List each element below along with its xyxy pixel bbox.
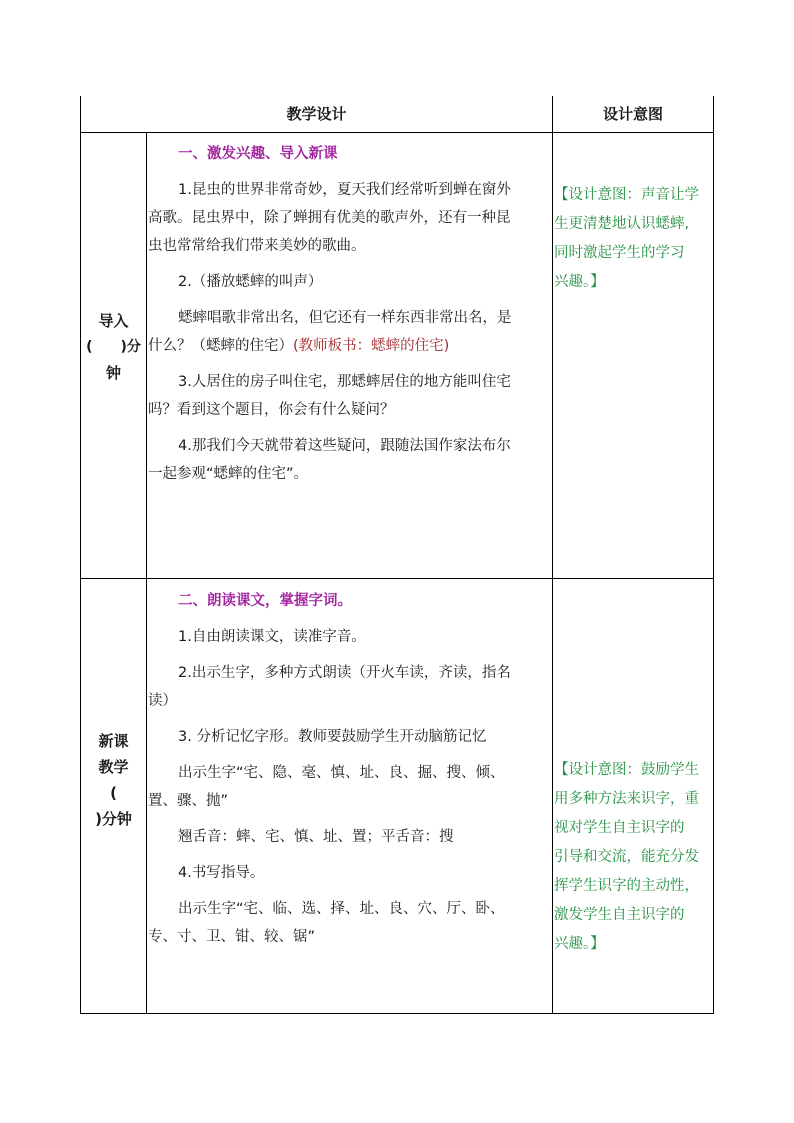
table-border-bottom (80, 1013, 714, 1014)
intent-column-divider (552, 96, 553, 1014)
section2-p7-line2: 专、寸、卫、钳、较、锯” (148, 929, 316, 945)
section2-heading: 二、朗读课文，掌握字词。 (178, 593, 352, 609)
section1-p5-line2: 一起参观“蟋蟀的住宅”。 (148, 466, 309, 482)
section1-intent (554, 181, 714, 297)
section2-intent-line1: 【设计意图：鼓励学生 (554, 762, 699, 778)
header-design: 教学设计 (286, 105, 347, 123)
section1-intent-line4: 兴趣。】 (554, 274, 605, 290)
section2-intent-line2: 用多种方法来识字，重 (554, 791, 699, 807)
section2-intent (554, 756, 714, 959)
section1-label-line2: ( )分 (86, 339, 141, 355)
section1-intent-line2: 生更清楚地认识蟋蟀, (554, 216, 690, 232)
section2-p1: 1.自由朗读课文，读准字音。 (178, 629, 366, 645)
section1-p5-line1: 4.那我们今天就带着这些疑问，跟随法国作家法布尔 (178, 438, 511, 454)
section2-intent-line4: 引导和交流，能充分发 (554, 849, 699, 865)
section1-heading: 一、激发兴趣、导入新课 (178, 146, 338, 162)
section2-content (148, 587, 552, 951)
header-divider (80, 132, 714, 133)
section2-p6: 4.书写指导。 (178, 865, 265, 881)
section2-p3: 3. 分析记忆字形。教师要鼓励学生开动脑筋记忆 (178, 729, 487, 745)
section2-label-line2: 教学 (98, 758, 129, 776)
section2-label-line4: )分钟 (95, 810, 132, 828)
section1-intent-line1: 【设计意图：声音让学 (554, 187, 699, 203)
section1-p3-text: 什么？（蟋蟀的住宅） (148, 338, 293, 354)
section1-content (148, 140, 552, 488)
section1-p1-line1: 1.昆虫的世界非常奇妙，夏天我们经常听到蝉在窗外 (178, 182, 511, 198)
section1-label-line3: 钟 (105, 364, 121, 382)
table-border-left (80, 96, 81, 1014)
section2-p7-line1: 出示生字“宅、临、选、择、址、良、穴、厅、卧、 (178, 901, 505, 917)
section1-p4-line1: 3.人居住的房子叫住宅，那蟋蟀居住的地方能叫住宅 (178, 374, 511, 390)
label-column-divider (146, 132, 147, 1014)
table-border-top (80, 96, 714, 97)
section2-label (81, 728, 146, 832)
section1-intent-line3: 同时激起学生的学习 (554, 245, 685, 261)
section2-label-line1: 新课 (98, 732, 129, 750)
section2-p5: 翘舌音：蟀、宅、慎、址、置；平舌音：搜 (178, 829, 454, 845)
section2-intent-line5: 挥学生识字的主动性， (554, 878, 699, 894)
section2-intent-line7: 兴趣。】 (554, 936, 605, 952)
section1-p3-line1: 蟋蟀唱歌非常出名，但它还有一样东西非常出名，是 (178, 310, 512, 326)
section1-label (81, 308, 146, 386)
section1-p1-line2: 高歌。昆虫界中，除了蝉拥有优美的歌声外，还有一种昆 (148, 210, 511, 226)
section1-p2: 2.（播放蟋蟀的叫声） (178, 274, 323, 290)
section2-p2-line2: 读） (148, 693, 177, 709)
section1-board-note: (教师板书：蟋蟀的住宅) (293, 338, 450, 354)
section1-label-line1: 导入 (98, 312, 129, 330)
section1-p3-line2 (148, 332, 552, 360)
section1-p1-line3: 虫也常常给我们带来美妙的歌曲。 (148, 238, 366, 254)
section2-intent-line3: 视对学生自主识字的 (554, 820, 685, 836)
lesson-plan-table (80, 96, 714, 1014)
section2-p2-line1: 2.出示生字，多种方式朗读（开火车读，齐读，指名 (178, 665, 511, 681)
section2-p4-line1: 出示生字“宅、隐、毫、慎、址、良、掘、搜、倾、 (178, 765, 505, 781)
header-intent: 设计意图 (602, 105, 663, 123)
section1-p4-line2: 吗？看到这个题目，你会有什么疑问？ (148, 402, 395, 418)
section-divider (80, 578, 714, 579)
section2-label-line3: ( (110, 784, 117, 802)
section2-intent-line6: 激发学生自主识字的 (554, 907, 685, 923)
section2-p4-line2: 置、骤、抛” (148, 793, 229, 809)
